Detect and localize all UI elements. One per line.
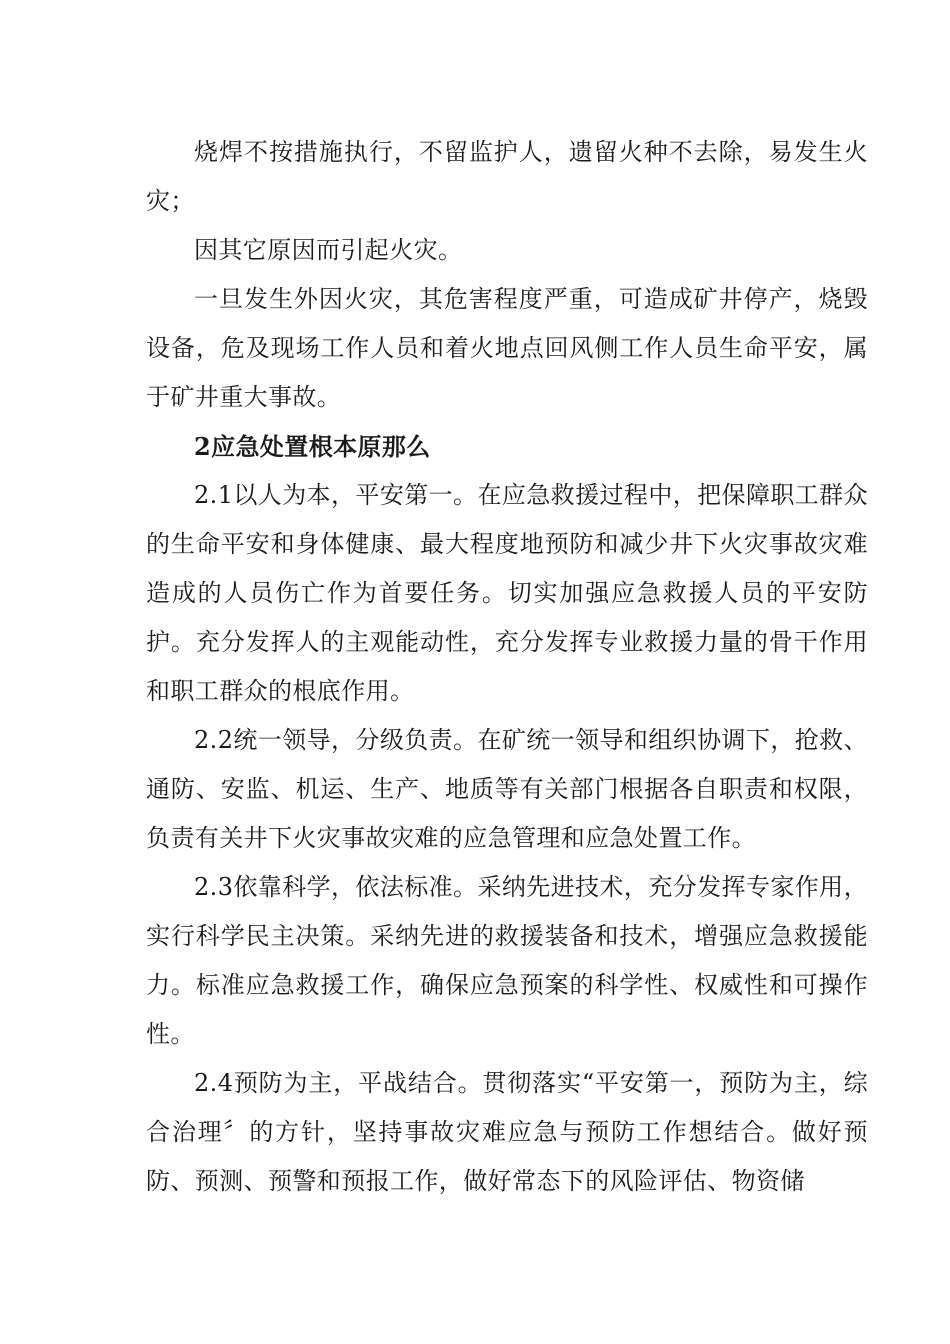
paragraph-principle-2-3: 2.3依靠科学，依法标准。采纳先进技术，充分发挥专家作用，实行科学民主决策。采纳先进的救援装备和技术，增强应急救援能力。标准应急救援工作，确保应急预案的科学性、权威性和可操作性。 [146,873,868,1048]
paragraph-principle-2-1: 2.1以人为本，平安第一。在应急救援过程中，把保障职工群众的生命平安和身体健康、最大程度地预防和减少井下火灾事故灾难造成的人员伤亡作为首要任务。切实加强应急救援人员的平安防护。充分发挥人的主观能动性，充分发挥专业救援力量的骨干作用和职工群众的根底作用。 [146,481,868,705]
section-heading-principles: 2应急处置根本原那么 [194,432,431,461]
paragraph-fire-causes-welding: 烧焊不按措施执行，不留监护人，遗留火种不去除，易发生火灾； [146,138,868,215]
document-page [146,128,868,1206]
paragraph-principle-2-4: 2.4预防为主，平战结合。贯彻落实“平安第一，预防为主，综合治理〞的方针，坚持事故灾难应急与预防工作想结合。做好预防、预测、预警和预报工作，做好常态下的风险评估、物资储 [146,1069,868,1195]
paragraph-fire-consequences: 一旦发生外因火灾，其危害程度严重，可造成矿井停产，烧毁设备，危及现场工作人员和着火地点回风侧工作人员生命平安，属于矿井重大事故。 [146,285,868,411]
paragraph-principle-2-2: 2.2统一领导，分级负责。在矿统一领导和组织协调下，抢救、通防、安监、机运、生产、地质等有关部门根据各自职责和权限，负责有关井下火灾事故灾难的应急管理和应急处置工作。 [146,726,868,852]
paragraph-fire-causes-other: 因其它原因而引起火灾。 [194,236,463,264]
